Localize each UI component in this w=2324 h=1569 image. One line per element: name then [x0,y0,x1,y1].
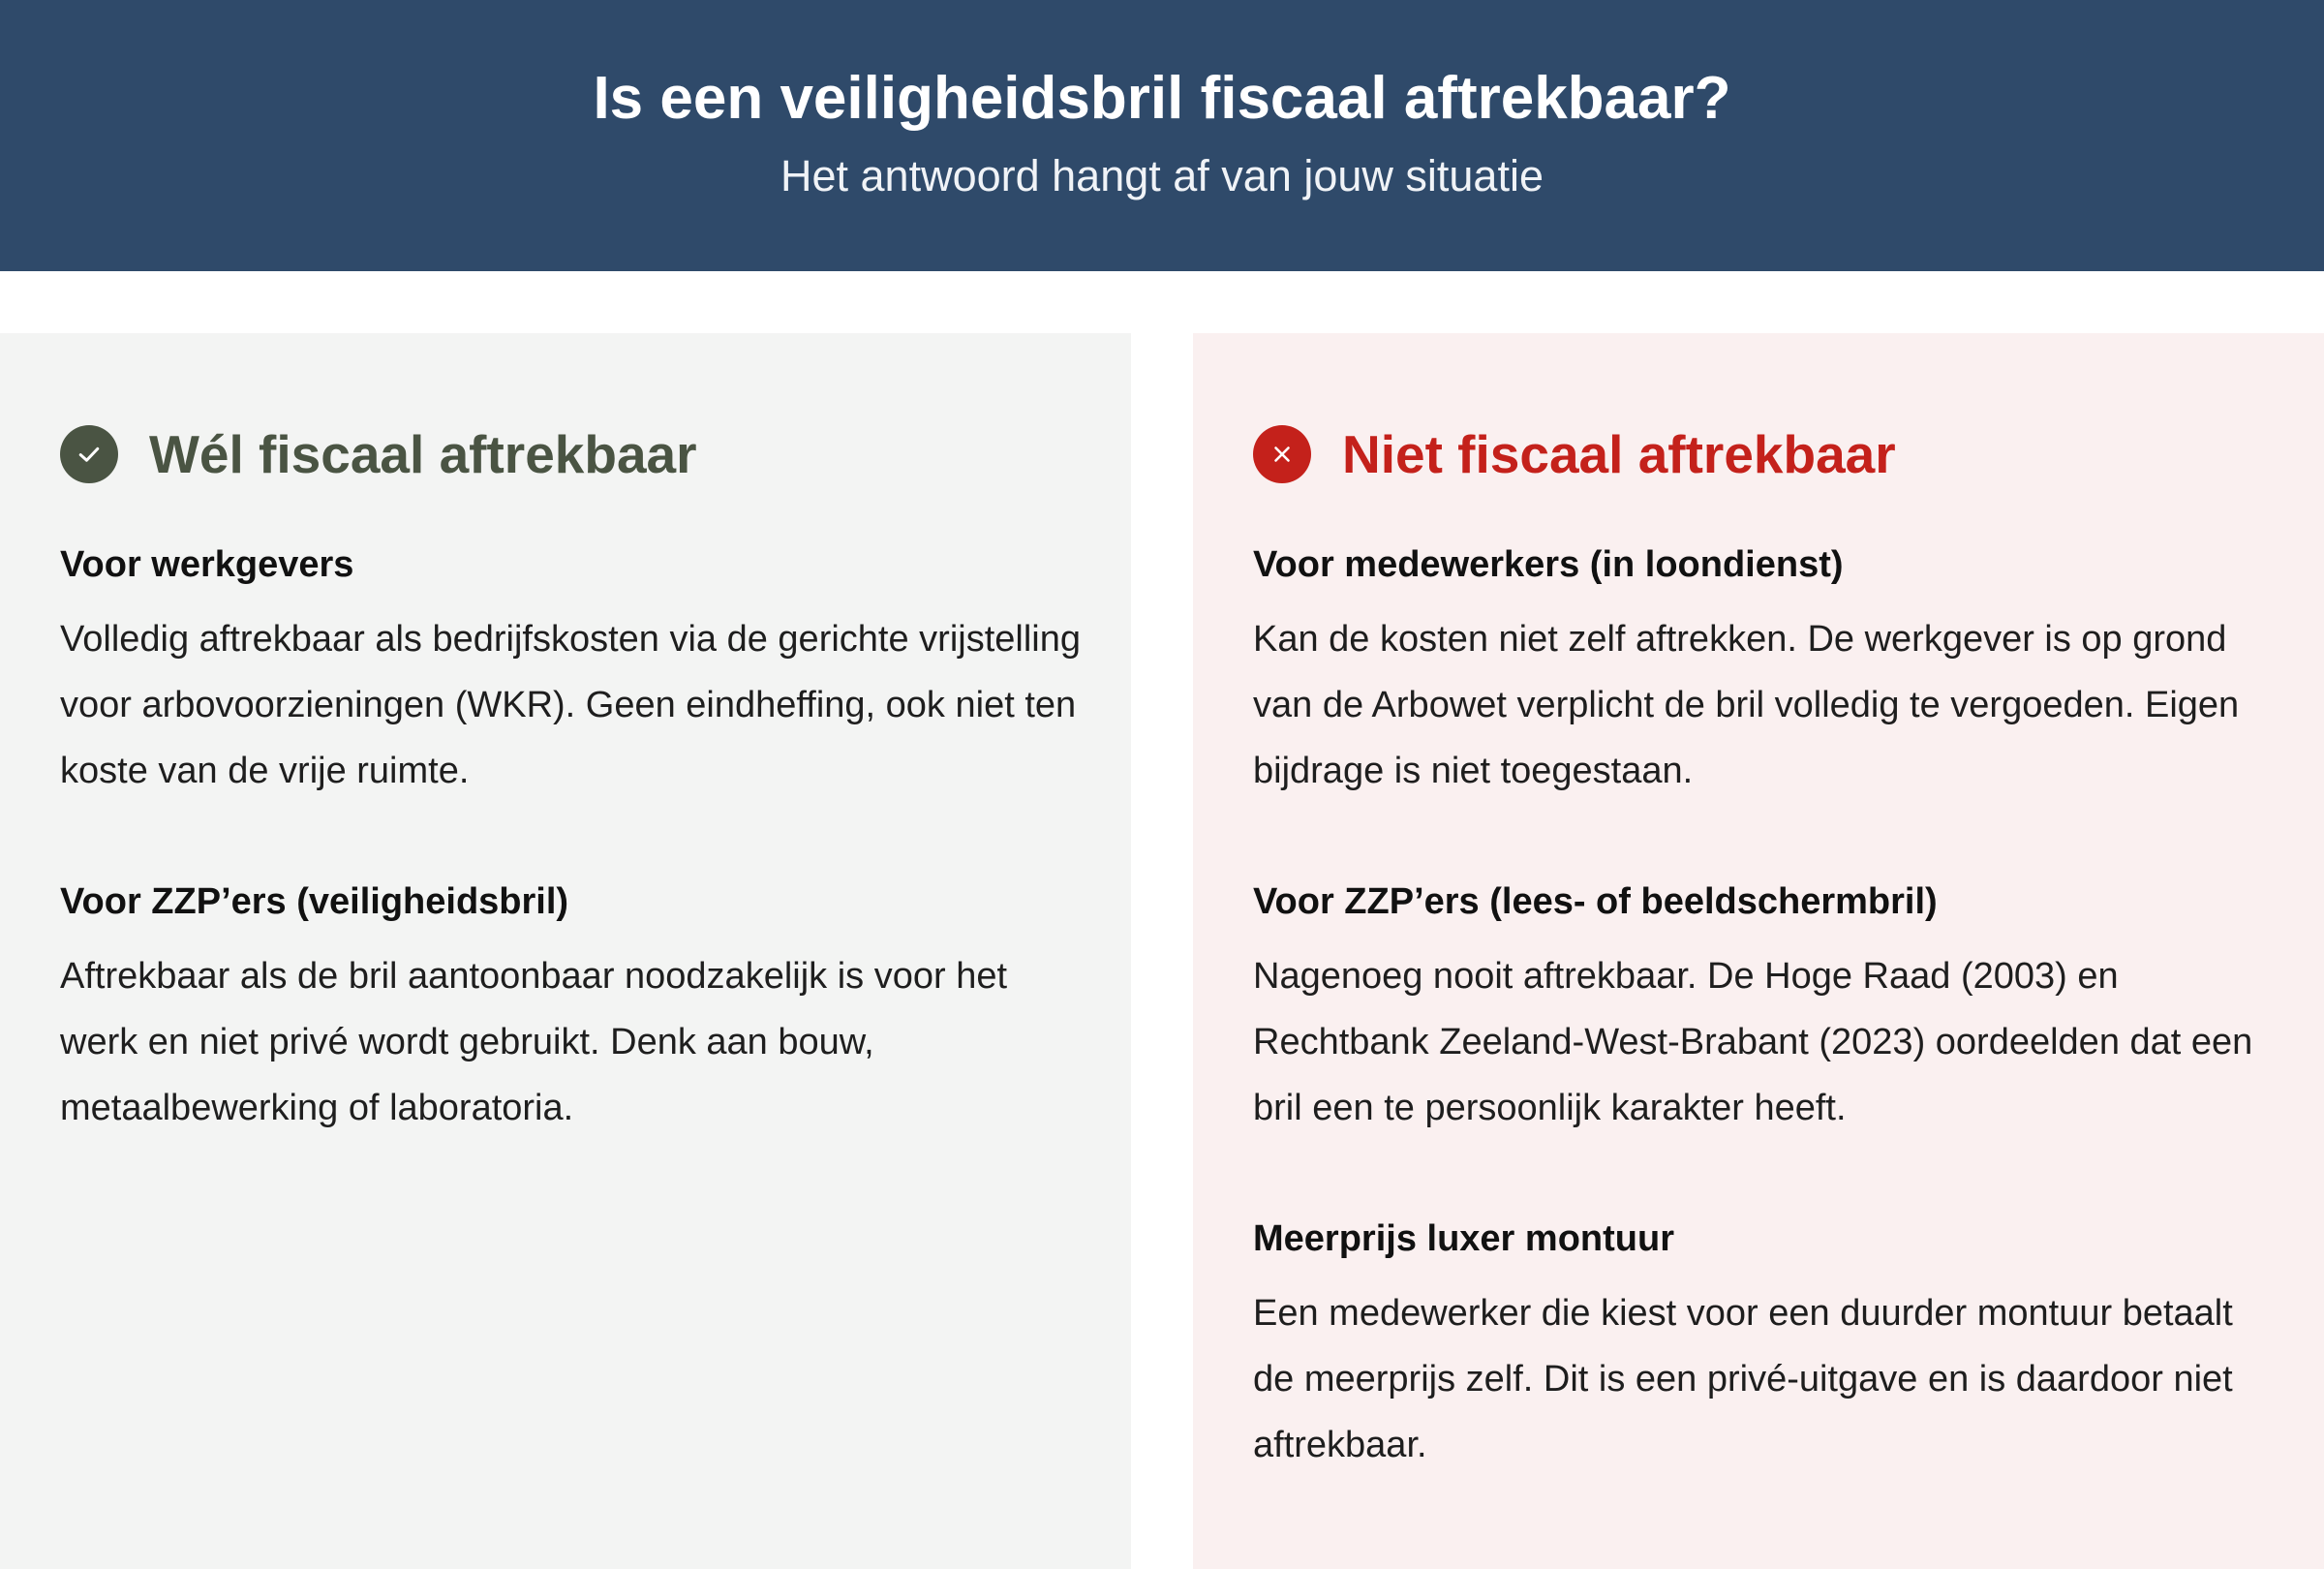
page-header [0,0,2324,271]
not-deductible-sections [1253,540,2279,1478]
deductible-panel-title: Wél fiscaal aftrekbaar [149,424,697,484]
not-deductible-panel-header [1253,422,1896,486]
section-title: Voor ZZP’ers (lees- of beeldschermbril) [1253,881,1938,922]
section-body: Nagenoeg nooit aftrekbaar. De Hoge Raad (2003) en Rechtbank Zeeland-West-Brabant (2023) oordeelden dat een bril een te persoonlijk karakter heeft. [1253,956,2253,1128]
deductible-panel [0,333,1131,1569]
section-body: Een medewerker die kiest voor een duurder montuur betaalt de meerprijs zelf. Dit is een privé-uitgave en is daardoor niet aftrekbaar. [1253,1293,2233,1465]
deductible-panel-header [60,422,697,486]
not-deductible-panel-title: Niet fiscaal aftrekbaar [1342,424,1896,484]
page-subtitle: Het antwoord hangt af van jouw situatie [780,151,1544,200]
section-body: Aftrekbaar als de bril aantoonbaar noodzakelijk is voor het werk en niet privé wordt gebruikt. Denk aan bouw, metaalbewerking of laboratoria. [60,956,1008,1128]
check-icon [60,425,118,483]
not-deductible-panel [1193,333,2324,1569]
section-luxury-frame [1253,1215,2279,1478]
section-title: Voor medewerkers (in loondienst) [1253,544,1844,585]
page-title: Is een veiligheidsbril fiscaal aftrekbaar? [593,65,1731,132]
section-employees [1253,540,2279,804]
section-title: Voor ZZP’ers (veiligheidsbril) [60,881,569,922]
section-body: Volledig aftrekbaar als bedrijfskosten via de gerichte vrijstelling voor arbovoorzieningen (WKR). Geen eindheffing, ook niet ten koste van de vrije ruimte. [60,619,1081,791]
section-title: Voor werkgevers [60,544,354,585]
section-employers [60,540,1086,804]
deductible-sections [60,540,1086,1141]
section-zzp-safety-glasses [60,877,1086,1141]
close-icon [1253,425,1311,483]
section-zzp-reading-glasses [1253,877,2279,1141]
section-title: Meerprijs luxer montuur [1253,1218,1674,1259]
section-body: Kan de kosten niet zelf aftrekken. De werkgever is op grond van de Arbowet verplicht de bril volledig te vergoeden. Eigen bijdrage is niet toegestaan. [1253,619,2240,791]
